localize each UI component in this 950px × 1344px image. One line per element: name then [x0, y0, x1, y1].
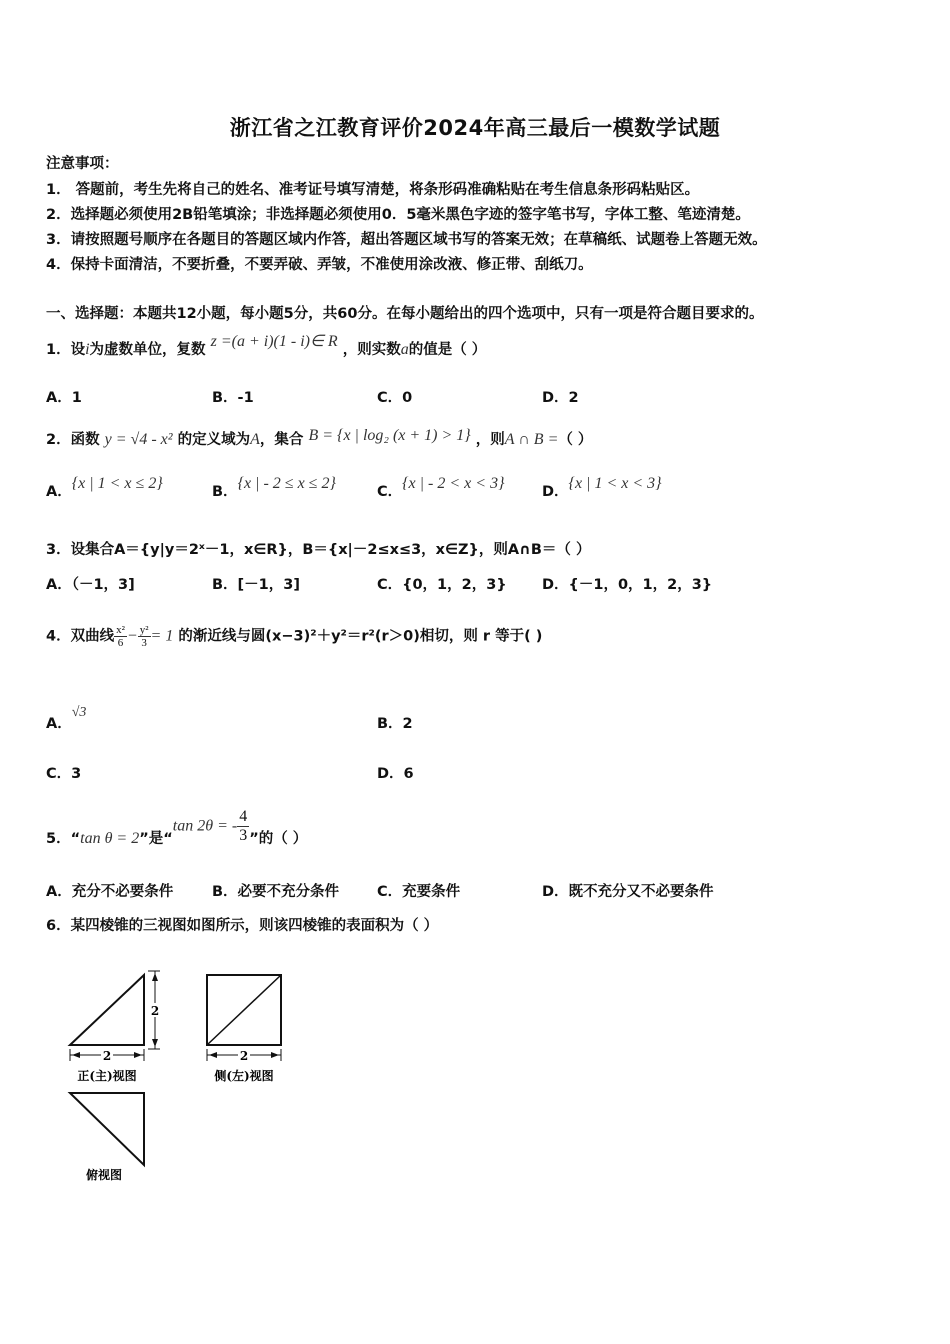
q2-option-b-label: B．: [212, 484, 238, 500]
notice-item-3: 3．请按照题号顺序在各题目的答题区域内作答，超出答题区域书写的答案无效；在草稿纸、试题卷上答题无效。: [46, 232, 767, 248]
front-width-arrow-right: [134, 1052, 142, 1058]
q2-text-1: 2．函数: [46, 432, 100, 448]
q4-option-a: [46, 705, 87, 733]
page-title: 浙江省之江教育评价2024年高三最后一模数学试题: [229, 116, 721, 140]
question-6: 6．某四棱锥的三视图如图所示，则该四棱锥的表面积为（ ）: [46, 918, 439, 934]
question-5: [46, 808, 307, 845]
q1-option-b: B．-1: [212, 390, 254, 406]
q2-option-d-label: D．: [542, 484, 569, 500]
side-view-diagonal: [207, 975, 281, 1045]
q1-text-4: 的值是（ ）: [408, 342, 487, 358]
q4-frac1-den: 6: [117, 637, 124, 649]
q1-text-2: 为虚数单位，复数: [89, 342, 206, 358]
q5-text-1: 5．“: [46, 830, 81, 847]
q4-equals: = 1: [150, 627, 174, 645]
top-view-triangle: [70, 1093, 144, 1165]
side-width-label: 2: [239, 1049, 249, 1063]
q4-option-c: C．3: [46, 766, 82, 782]
q2-intersection: A ∩ B =: [504, 431, 559, 448]
q1-text-1: 1．设: [46, 342, 86, 358]
front-view-label: 正(主)视图: [77, 1069, 137, 1083]
q4-option-d: D．6: [377, 766, 414, 782]
q4-option-a-label: A．: [46, 716, 72, 732]
q5-option-b: B．必要不充分条件: [212, 884, 340, 900]
q3-option-b: B．[－1，3]: [212, 577, 300, 593]
q2-set-b: B = {x | log₂ (x + 1) > 1}: [308, 427, 471, 444]
q3-option-a: A．（－1，3]: [46, 577, 135, 593]
top-view-label: 俯视图: [85, 1168, 123, 1182]
front-width-label: 2: [102, 1049, 112, 1063]
q2-text-4: ，则: [475, 432, 505, 448]
q1-var-a: a: [400, 341, 409, 358]
q1-option-a: A．1: [46, 390, 82, 406]
q5-condition-1: tan θ = 2: [80, 829, 140, 847]
q4-text-1: 4．双曲线: [46, 628, 115, 645]
q4-frac2-den: 3: [141, 637, 147, 649]
q3-option-c: C．{0，1，2，3}: [377, 577, 507, 593]
notice-item-1: 1． 答题前，考生先将自己的姓名、准考证号填写清楚，将条形码准确粘贴在考生信息条形码粘贴区。: [46, 182, 700, 198]
q2-option-d: [542, 475, 662, 501]
front-view-triangle: [70, 975, 144, 1045]
q2-option-c-expr: {x | - 2 < x < 3}: [402, 475, 505, 492]
q2-text-5: （ ）: [558, 432, 593, 448]
front-height-arrow-bottom: [152, 1039, 158, 1047]
q5-condition-2: tan 2θ = -: [172, 817, 238, 835]
q1-expression: z =(a + i)(1 - i)∈ R: [210, 333, 338, 350]
q4-frac1-num: x²: [116, 624, 125, 636]
q2-option-b: [212, 475, 336, 501]
q2-function: y = √4 - x²: [104, 431, 173, 448]
q4-frac2-num: y²: [139, 624, 149, 636]
q4-option-b: B．2: [377, 716, 413, 732]
q2-set-a: A: [250, 431, 260, 448]
q2-option-a-expr: {x | 1 < x ≤ 2}: [71, 475, 163, 492]
front-height-label: 2: [150, 1004, 160, 1018]
q5-fraction: [237, 808, 249, 845]
three-view-figure: [60, 965, 320, 1185]
q5-text-3: ”的（ ）: [249, 830, 308, 847]
q1-option-c: C．0: [377, 390, 413, 406]
q1-var-i: i: [85, 341, 90, 358]
notice-heading: 注意事项：: [46, 156, 119, 172]
q1-text-3: ，则实数: [342, 342, 401, 358]
q5-option-d: D．既不充分又不必要条件: [542, 884, 714, 900]
q5-text-2: ”是“: [139, 830, 173, 847]
question-3: 3．设集合A＝{y|y＝2ˣ－1，x∈R}，B＝{x|－2≤x≤3，x∈Z}，则A∩B＝（ ）: [46, 542, 591, 558]
q1-option-d: D．2: [542, 390, 579, 406]
q5-frac-den: 3: [239, 827, 248, 844]
q4-text-2: 的渐近线与圆(x−3)²＋y²＝r²(r＞0)相切，则 r 等于( ): [178, 628, 543, 645]
q5-option-a: A．充分不必要条件: [46, 884, 174, 900]
q2-option-d-expr: {x | 1 < x < 3}: [568, 475, 662, 492]
q2-text-3: ，集合: [259, 432, 304, 448]
side-width-arrow-right: [271, 1052, 279, 1058]
q3-option-d: D．{－1，0，1，2，3}: [542, 577, 713, 593]
q4-option-a-value: √3: [71, 705, 87, 720]
q4-fraction-2: [138, 624, 151, 649]
notice-item-4: 4．保持卡面清洁，不要折叠，不要弄破、弄皱，不准使用涂改液、修正带、刮纸刀。: [46, 257, 593, 273]
question-1: [46, 333, 487, 359]
q2-option-c: [377, 475, 505, 501]
q5-option-c: C．充要条件: [377, 884, 461, 900]
front-height-arrow-top: [152, 973, 158, 981]
q2-text-2: 的定义域为: [177, 432, 251, 448]
q2-option-a: [46, 475, 163, 501]
side-view-label: 侧(左)视图: [214, 1069, 274, 1083]
side-width-arrow-left: [209, 1052, 217, 1058]
q4-fraction-1: [114, 624, 127, 649]
q2-option-b-expr: {x | - 2 ≤ x ≤ 2}: [237, 475, 336, 492]
q2-option-a-label: A．: [46, 484, 72, 500]
front-width-arrow-left: [72, 1052, 80, 1058]
question-4: [46, 624, 542, 649]
notice-item-2: 2．选择题必须使用2B铅笔填涂；非选择题必须使用0．5毫米黑色字迹的签字笔书写，字体工整、笔迹清楚。: [46, 207, 750, 223]
q2-option-c-label: C．: [377, 484, 403, 500]
question-2: [46, 428, 592, 449]
section-heading: 一、选择题：本题共12小题，每小题5分，共60分。在每小题给出的四个选项中，只有一项是符合题目要求的。: [46, 306, 764, 322]
q5-frac-num: 4: [239, 808, 248, 825]
q4-minus: −: [126, 627, 138, 645]
